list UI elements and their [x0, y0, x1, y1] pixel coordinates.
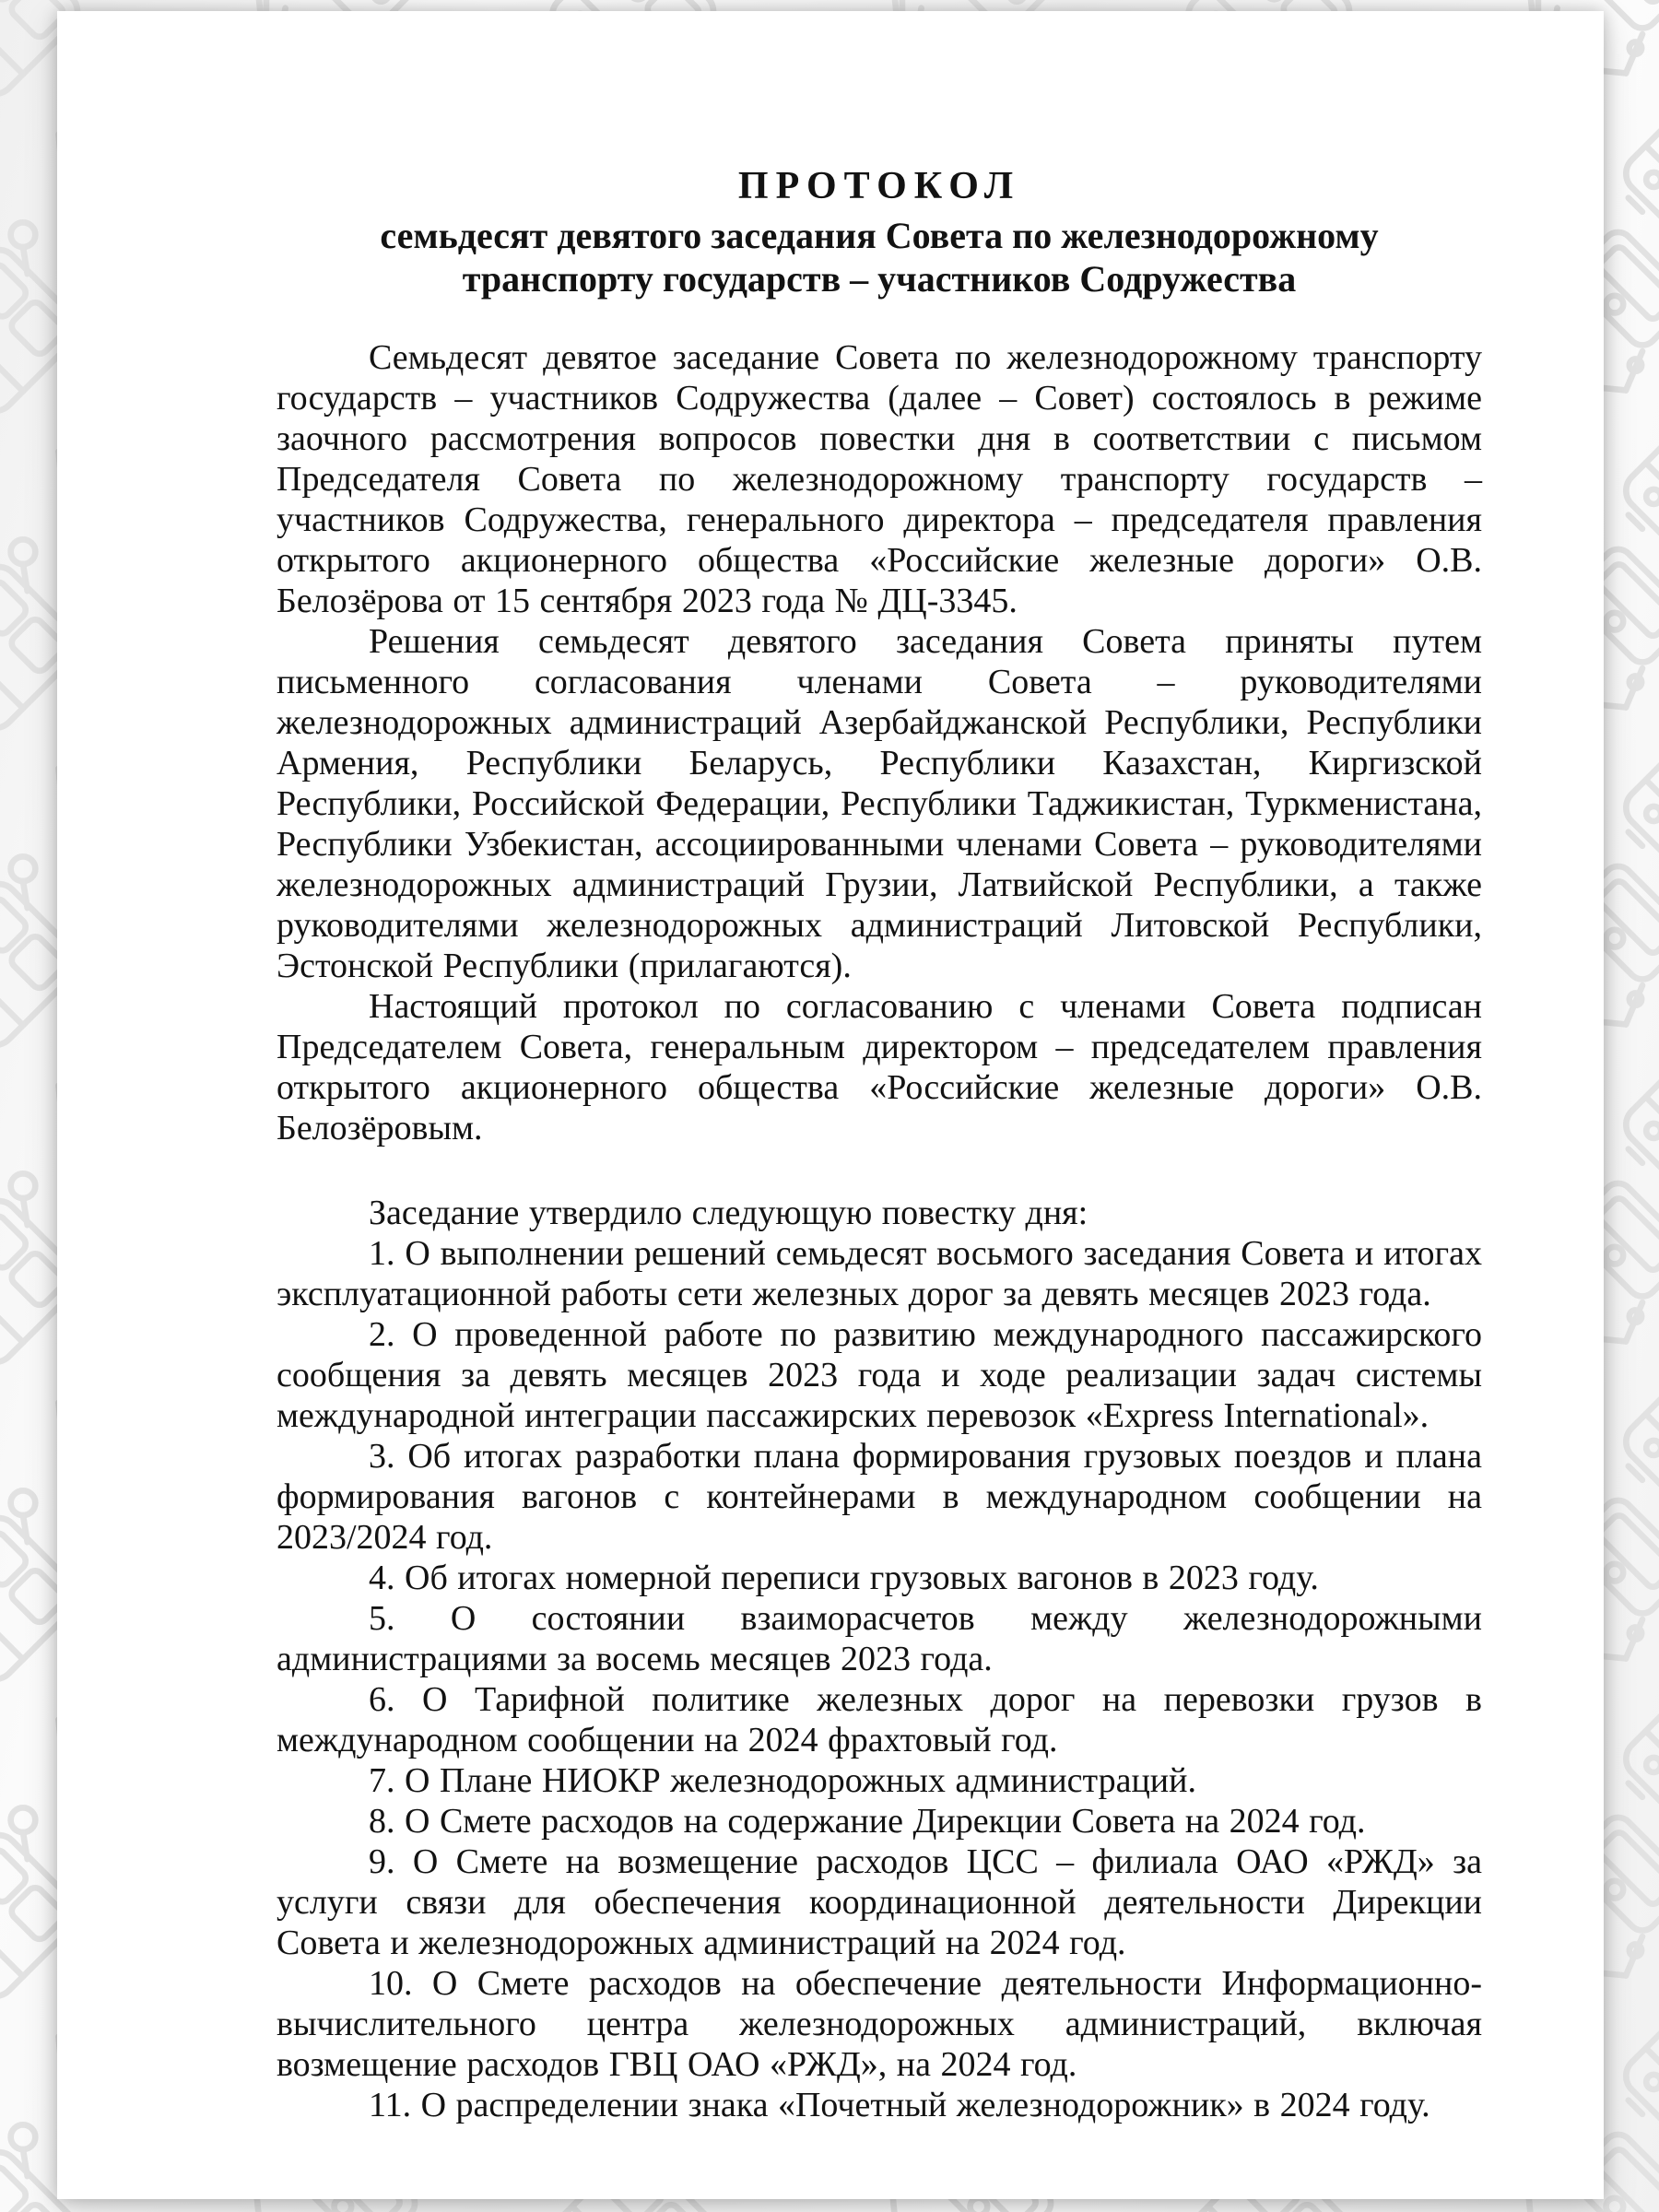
agenda-item-10: 10. О Смете расходов на обеспечение деятельности Информационно-вычислительного центра железнодорожных администраций, включая возмещение расходов ГВЦ ОАО «РЖД», на 2024 год.	[276, 1964, 1482, 2084]
agenda-item-11: 11. О распределении знака «Почетный железнодорожник» в 2024 году.	[369, 2086, 1430, 2124]
agenda-item-7: 7. О Плане НИОКР железнодорожных администраций.	[369, 1761, 1196, 1800]
agenda-item-4: 4. Об итогах номерной переписи грузовых вагонов в 2023 году.	[369, 1559, 1319, 1597]
agenda-item-2: 2. О проведенной работе по развитию международного пассажирского сообщения за девять месяцев 2023 года и ходе реализации задач системы международной интеграции пассажирских перевозок «Express International».	[276, 1315, 1482, 1435]
paragraph-session-info: Семьдесят девятое заседание Совета по железнодорожному транспорту государств – участников Содружества (далее – Совет) состоялось в режиме заочного рассмотрения вопросов повестки дня в соответствии с письмом Председателя Совета по железнодорожному транспорту государств – участников Содружества, генерального директора – председателя правления открытого акционерного общества «Российские железные дороги» О.В. Белозёрова от 15 сентября 2023 года № ДЦ-3345.	[276, 338, 1482, 620]
document-content	[57, 11, 1604, 2125]
document-subtitle-line1: семьдесят девятого заседания Совета по железнодорожному	[380, 215, 1379, 256]
document-title: ПРОТОКОЛ	[737, 165, 1021, 207]
agenda-item-5: 5. О состоянии взаиморасчетов между железнодорожными администрациями за восемь месяцев 2023 года.	[276, 1599, 1482, 1678]
document-subtitle-line2: транспорту государств – участников Содружества	[462, 258, 1297, 300]
agenda-list	[276, 1233, 1482, 2125]
paragraph-decisions-approval: Решения семьдесят девятого заседания Совета приняты путем письменного согласования членами Совета – руководителями железнодорожных администраций Азербайджанской Республики, Республики Армения, Республики Беларусь, Республики Казахстан, Киргизской Республики, Российской Федерации, Республики Таджикистан, Туркменистана, Республики Узбекистан, ассоциированными членами Совета – руководителями железнодорожных администраций Грузии, Латвийской Республики, а также руководителями железнодорожных администраций Литовской Республики, Эстонской Республики (прилагаются).	[276, 622, 1482, 985]
agenda-item-6: 6. О Тарифной политике железных дорог на перевозки грузов в международном сообщении на 2024 фрахтовый год.	[276, 1680, 1482, 1759]
paragraph-signing: Настоящий протокол по согласованию с членами Совета подписан Председателем Совета, генеральным директором – председателем правления открытого акционерного общества «Российские железные дороги» О.В. Белозёровым.	[276, 987, 1482, 1147]
agenda-intro: Заседание утвердило следующую повестку дня:	[369, 1194, 1088, 1232]
document-page	[57, 11, 1604, 2199]
document-subtitle	[276, 214, 1482, 300]
agenda-item-9: 9. О Смете на возмещение расходов ЦСС – филиала ОАО «РЖД» за услуги связи для обеспечения координационной деятельности Дирекции Совета и железнодорожных администраций на 2024 год.	[276, 1842, 1482, 1962]
agenda-item-1: 1. О выполнении решений семьдесят восьмого заседания Совета и итогах эксплуатационной работы сети железных дорог за девять месяцев 2023 года.	[276, 1234, 1482, 1313]
agenda-item-8: 8. О Смете расходов на содержание Дирекции Совета на 2024 год.	[369, 1802, 1366, 1841]
agenda-item-3: 3. Об итогах разработки плана формирования грузовых поездов и плана формирования вагонов с контейнерами в международном сообщении на 2023/2024 год.	[276, 1437, 1482, 1557]
